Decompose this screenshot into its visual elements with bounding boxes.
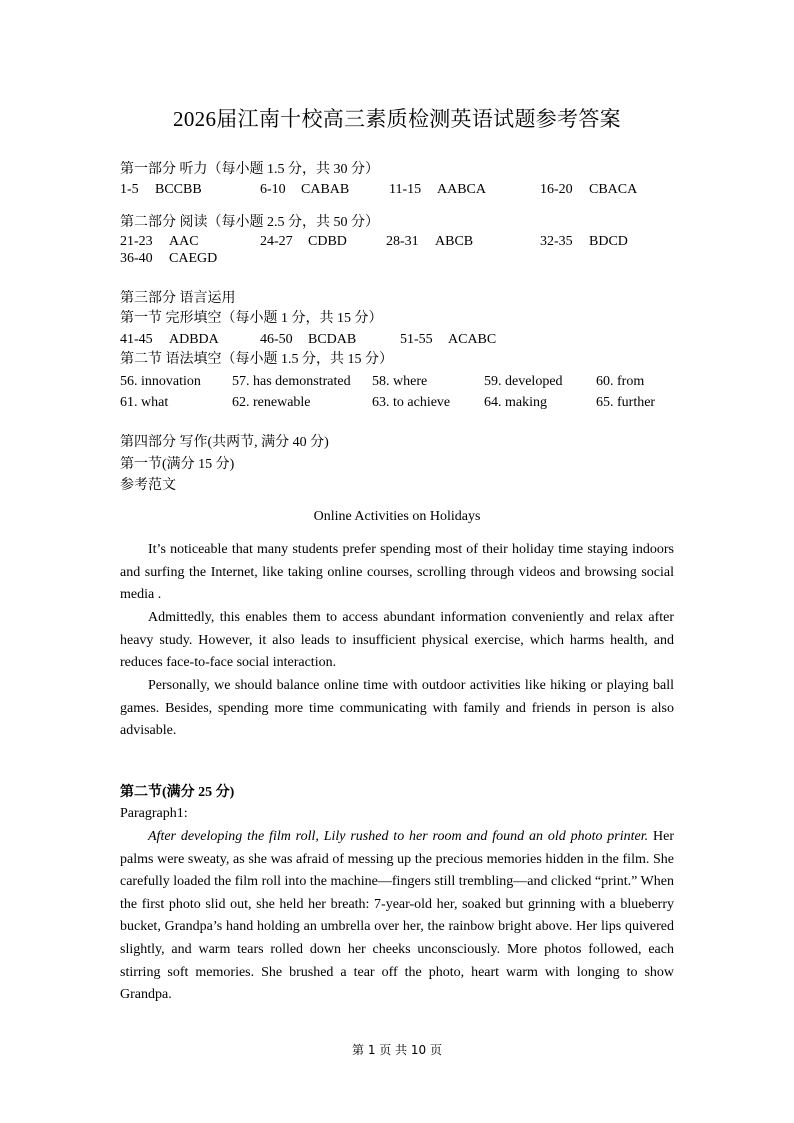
grammar-answer: 61. what — [120, 395, 169, 410]
cloze-heading: 第一节 完形填空（每小题 1 分，共 15 分） — [120, 311, 383, 326]
writing-section1-heading: 第一节(满分 15 分) — [120, 457, 235, 472]
part4-heading: 第四部分 写作(共两节, 满分 40 分) — [120, 435, 329, 450]
sample-essay-label: 参考范文 — [120, 478, 176, 493]
answer-range: 21-23 — [120, 234, 153, 249]
answer-letters: ABCB — [435, 234, 474, 249]
answer-range: 6-10 — [260, 182, 286, 197]
grammar-answer: 56. innovation — [120, 374, 201, 389]
answer-range: 16-20 — [540, 182, 573, 197]
essay-paragraph: Personally, we should balance online time with outdoor activities like hiking or playing ball games. Besides, spending more time communicating with family and friends in person is also advisable. — [120, 678, 674, 739]
answer-letters: CABAB — [301, 182, 350, 197]
answer-letters: BDCD — [589, 234, 628, 249]
grammar-answer: 60. from — [596, 374, 645, 389]
answer-range: 46-50 — [260, 332, 293, 347]
part3-heading: 第三部分 语言运用 — [120, 291, 236, 306]
writing-section2-heading: 第二节(满分 25 分) — [120, 785, 235, 800]
answer-range: 51-55 — [400, 332, 433, 347]
answer-range: 41-45 — [120, 332, 153, 347]
answer-letters: ADBDA — [169, 332, 219, 347]
answer-letters: ACABC — [448, 332, 497, 347]
answer-range: 36-40 — [120, 251, 153, 266]
answer-range: 11-15 — [389, 182, 422, 197]
essay-paragraph: It’s noticeable that many students prefer spending most of their holiday time staying indoors and surfing the Internet, like taking online courses, scrolling through videos and browsing social media . — [120, 542, 674, 603]
grammar-fill-heading: 第二节 语法填空（每小题 1.5 分，共 15 分） — [120, 352, 393, 367]
answer-range: 28-31 — [386, 234, 419, 249]
part1-heading: 第一部分 听力（每小题 1.5 分，共 30 分） — [120, 162, 379, 177]
grammar-answer: 58. where — [372, 374, 428, 389]
answer-letters: BCDAB — [308, 332, 357, 347]
grammar-answer: 59. developed — [484, 374, 563, 389]
continuation-paragraph — [120, 826, 674, 1007]
grammar-answer: 64. making — [484, 395, 547, 410]
paragraph-label: Paragraph1: — [120, 806, 188, 821]
grammar-answer: 63. to achieve — [372, 395, 451, 410]
answer-letters: AAC — [169, 234, 199, 249]
page-footer: 第 1 页 共 10 页 — [352, 1043, 442, 1057]
answer-letters: BCCBB — [155, 182, 202, 197]
answer-letters: CAEGD — [169, 251, 218, 266]
answer-letters: AABCA — [437, 182, 487, 197]
answer-range: 24-27 — [260, 234, 293, 249]
page-title: 2026届江南十校高三素质检测英语试题参考答案 — [173, 107, 621, 131]
answer-range: 32-35 — [540, 234, 573, 249]
grammar-answer: 65. further — [596, 395, 656, 410]
answer-range: 1-5 — [120, 182, 139, 197]
essay-title: Online Activities on Holidays — [313, 509, 481, 524]
answer-letters: CBACA — [589, 182, 638, 197]
paragraph-body: Her palms were sweaty, as she was afraid of messing up the precious memories hidden in the film. She carefully loaded the film roll into the machine—fingers still trembling—and clicked “print.” When the first photo slid out, she held her breath: 7-year-old her, soaked but grinning with a blueberry bucket, Grandpa’s hand holding an umbrella over her, the rainbow bright above. Her lips quivered slightly, and warm tears rolled down her cheeks unconsciously. More photos followed, each stirring soft memories. She brushed a tear off the photo, heart warm with longing to show Grandpa. — [120, 829, 674, 1003]
grammar-answer: 62. renewable — [232, 395, 311, 410]
paragraph-opening-sentence: After developing the film roll, Lily rushed to her room and found an old photo printer. — [148, 829, 649, 844]
grammar-answer: 57. has demonstrated — [232, 374, 351, 389]
essay-paragraph: Admittedly, this enables them to access abundant information conveniently and relax after heavy study. However, it also leads to insufficient physical exercise, which harms health, and reduces face-to-face social interaction. — [120, 610, 674, 671]
part2-heading: 第二部分 阅读（每小题 2.5 分，共 50 分） — [120, 215, 379, 230]
answer-letters: CDBD — [308, 234, 347, 249]
